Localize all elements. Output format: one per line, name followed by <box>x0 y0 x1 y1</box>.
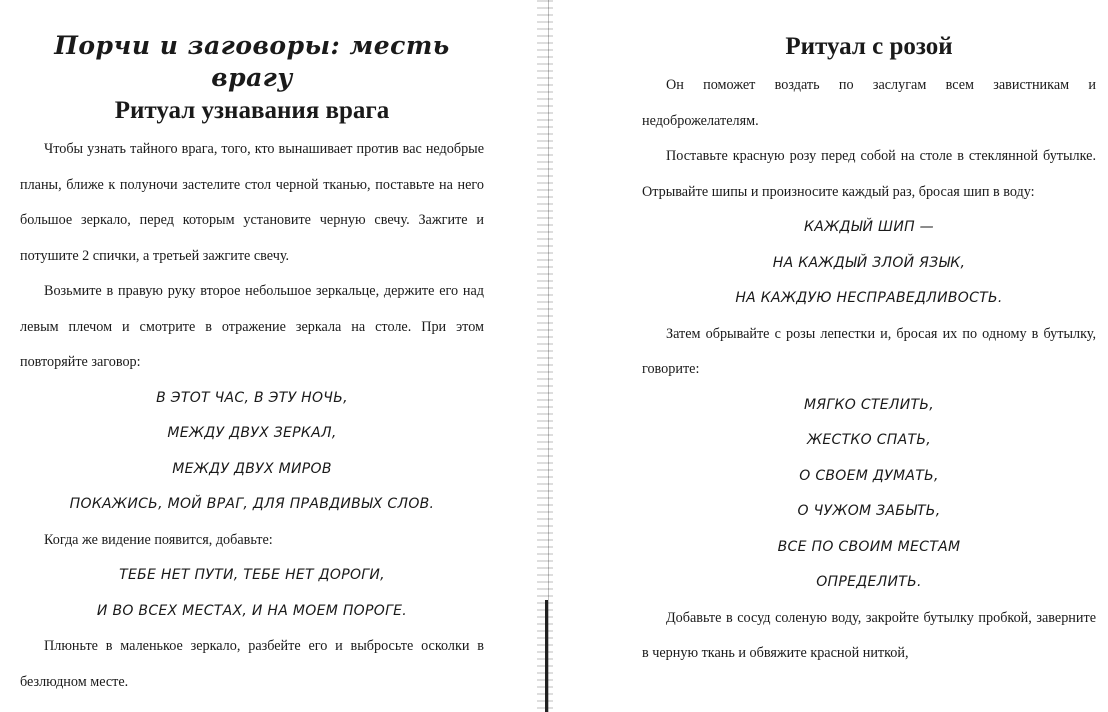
paragraph: Поставьте красную розу перед собой на столе в стеклянной бутылке. Отрывайте шипы и произносите каждый раз, бросая шип в воду: <box>642 148 1096 200</box>
paragraph: Плюньте в маленькое зеркало, разбейте его и выбросьте осколки в безлюдном месте. <box>20 638 484 690</box>
paragraph: Возьмите в правую руку второе небольшое зеркальце, держите его над левым плечом и смотрите в отражение зеркала на столе. При этом повторяйте заговор: <box>20 283 484 370</box>
spell-line: ОПРЕДЕЛИТЬ. <box>816 574 922 590</box>
spell-line: В ЭТОТ ЧАС, В ЭТУ НОЧЬ, <box>156 389 348 406</box>
spell-line: НА КАЖДЫЙ ЗЛОЙ ЯЗЫК, <box>772 254 966 271</box>
spell-line: О СВОЕМ ДУМАТЬ, <box>799 467 939 484</box>
spell-line: И ВО ВСЕХ МЕСТАХ, И НА МОЕМ ПОРОГЕ. <box>96 602 408 619</box>
paragraph: Затем обрывайте с розы лепестки и, бросая их по одному в бутылку, говорите: <box>642 325 1096 377</box>
spell-line: КАЖДЫЙ ШИП — <box>804 219 934 235</box>
spell-line: ЖЕСТКО СПАТЬ, <box>806 432 932 448</box>
spell-line: МЯГКО СТЕЛИТЬ, <box>804 396 934 413</box>
spell-line: МЕЖДУ ДВУХ ЗЕРКАЛ, <box>167 425 337 441</box>
paragraph: Он поможет воздать по заслугам всем завистникам и недоброжелателям. <box>642 77 1096 129</box>
ritual-heading: Ритуал узнавания врага <box>114 97 390 124</box>
spell-line: ТЕБЕ НЕТ ПУТИ, ТЕБЕ НЕТ ДОРОГИ, <box>119 567 385 583</box>
spell-line: О ЧУЖОМ ЗАБЫТЬ, <box>797 503 941 519</box>
spell-line: НА КАЖДУЮ НЕСПРАВЕДЛИВОСТЬ. <box>735 290 1003 306</box>
spell-line: ПОКАЖИСЬ, МОЙ ВРАГ, ДЛЯ ПРАВДИВЫХ СЛОВ. <box>69 496 435 512</box>
gutter-binding-mark <box>545 600 548 712</box>
spell-line: МЕЖДУ ДВУХ МИРОВ <box>172 460 332 477</box>
right-page <box>620 0 1108 712</box>
left-page <box>0 0 520 712</box>
ritual-heading: Ритуал с розой <box>785 33 953 60</box>
paragraph: Добавьте в сосуд соленую воду, закройте бутылку пробкой, заверните в черную ткань и обвяжите красной ниткой, <box>642 609 1096 661</box>
section-title: Порчи и заговоры: месть врагу <box>54 31 450 92</box>
paragraph: Когда же видение появится, добавьте: <box>44 531 273 548</box>
gutter-fold-line <box>548 0 549 712</box>
spell-line: ВСЕ ПО СВОИМ МЕСТАМ <box>777 538 961 555</box>
paragraph: Чтобы узнать тайного врага, того, кто вынашивает против вас недобрые планы, ближе к полуночи застелите стол черной тканью, поставьте на него большое зеркало, перед которым установите черную свечу. Зажгите и потушите 2 спички, а третьей зажгите свечу. <box>20 141 484 264</box>
